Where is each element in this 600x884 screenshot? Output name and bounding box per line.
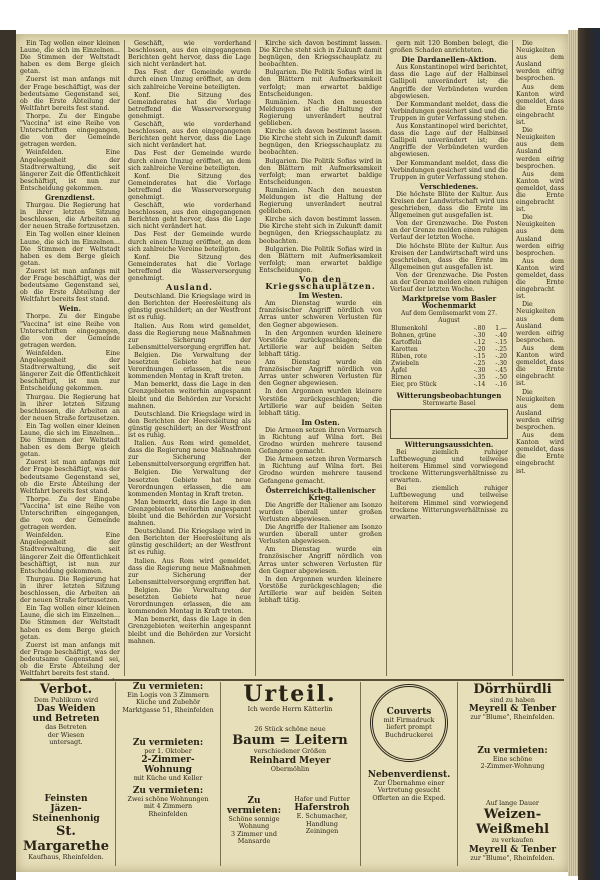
ad-title: Nebenverdienst. <box>367 770 451 780</box>
article-paragraph: Italien. Aus Rom wird gemeldet, dass die Regierung neue Maßnahmen zur Sicherung der Lebensmittelversorgung ergriffen hat. <box>128 440 251 469</box>
column-4 <box>390 40 508 680</box>
ad-line: zur "Blume", Rheinfelden. <box>470 853 555 862</box>
article-paragraph: Aus dem Kanton wird gemeldet, dass die Ernte eingebracht ist. <box>516 344 564 388</box>
article-paragraph: Zuerst ist man anfangs mit der Frage beschäftigt, was der bedeutsame Gegenstand sei, ob die Erste Abteilung der Weltfahrt bereits fest stand. <box>20 459 120 495</box>
ad-couverts <box>364 682 454 766</box>
ad-line: zur "Blume", Rheinfelden. <box>470 713 555 722</box>
article-paragraph: Geschäft, wie vorderhand beschlossen, aus den eingegangenen Berichten geht hervor, dass die Lage sich nicht verändert hat. <box>128 40 251 69</box>
article-paragraph: Die Neuigkeiten aus dem Ausland werden eifrig besprochen. <box>516 301 564 344</box>
ad-rule <box>115 682 116 866</box>
price-value: -.80 <box>473 324 486 332</box>
price-table <box>390 325 508 388</box>
ad-title: Zu vermieten: <box>132 786 204 796</box>
price-table-title: Marktpreise vom Basler Wochenmarkt <box>401 294 497 311</box>
newspaper-page <box>16 34 568 872</box>
article-paragraph: Thorpe. Zu der Eingabe "Vaccina" ist eine Reihe von Unterschriften eingegangen, die von der Gemeinde getragen werden. <box>20 495 120 532</box>
price-value: -.15 <box>495 338 507 346</box>
price-value: -.14 <box>473 380 486 388</box>
book-cover-left <box>0 30 16 880</box>
ad-line: Zeiningen <box>305 827 339 836</box>
price-item: Bohnen, grüne <box>391 331 436 339</box>
subheading-italien: Österreichisch-italienischer Krieg. <box>265 485 376 502</box>
article-heading: Witterungsaussichten. <box>404 439 494 449</box>
ad-line: Rheinfelden <box>148 809 188 818</box>
ad-verbot <box>20 682 112 790</box>
article-paragraph: Thurgau. Die Regierung hat in ihrer letzten Sitzung beschlossen, die Arbeiten an der neuen Straße fortzusetzen. <box>20 202 120 231</box>
ad-line: Buchdruckerei <box>385 730 433 739</box>
price-row <box>390 325 508 332</box>
ad-baumleitern <box>224 726 356 792</box>
column-2 <box>128 40 251 680</box>
price-value: -.15 <box>473 352 486 360</box>
article-paragraph: Die Angriffe der Italiener am Isonzo wurden überall unter großen Verlusten abgewiesen. <box>259 524 382 546</box>
ad-line: Hafer und Futter <box>294 796 350 803</box>
article-paragraph: Belgien. Die Verwaltung der besetzten Gebiete hat neue Verordnungen erlassen, die am kommenden Montag in Kraft treten. <box>128 351 251 381</box>
ad-title: Zu vermieten: <box>132 738 204 748</box>
ad-line: Ich werde Herrn Kätterlin <box>247 705 333 713</box>
column-5 <box>516 40 564 680</box>
article-paragraph: Man bemerkt, dass die Lage in den Grenzgebieten weiterhin angespannt bleibt und die Behörden zur Vorsicht mahnen. <box>128 381 251 410</box>
price-table-subtitle: Auf dem Gemüsemarkt vom 27. August <box>400 310 498 325</box>
ad-line: 2-Zimmer-Wohnung <box>141 755 195 776</box>
article-paragraph: Konf. Die Sitzung des Gemeinderates hat die Vorlage betreffend die Wasserversorgung genehmigt. <box>128 172 251 201</box>
ad-title: Couverts <box>386 706 432 717</box>
advertisement-divider <box>20 679 564 681</box>
article-paragraph: Aus dem Kanton wird gemeldet, dass die Ernte eingebracht ist. <box>516 170 564 214</box>
article-paragraph: Weinfelden. Eine Angelegenheit der Stadtverwaltung, die seit längerer Zeit die Öffentlichkeit beschäftigt, ist nun zur Entscheidung gekommen. <box>20 349 120 393</box>
article-heading: Wein. <box>59 304 81 314</box>
ad-subtitle: Das Weiden <box>36 704 96 715</box>
ad-line: 26 Stück schöne neue <box>254 726 326 733</box>
article-paragraph: Die Angriffe der Italiener am Isonzo wurden überall unter großen Verlusten abgewiesen. <box>259 501 382 523</box>
price-row <box>390 353 508 360</box>
page-edges <box>568 30 578 876</box>
ad-line: Marktgasse 51, Rheinfelden <box>122 705 214 714</box>
article-paragraph: Belgien. Die Verwaltung der besetzten Gebiete hat neue Verordnungen erlassen, die am kommenden Montag in Kraft treten. <box>128 586 251 616</box>
ad-line: Kaufhaus, Rheinfelden. <box>28 853 104 861</box>
ad-vermieten-5 <box>461 746 564 796</box>
ad-nebenverdienst <box>364 770 454 866</box>
article-paragraph: Zuerst ist man anfangs mit der Frage beschäftigt, was der bedeutsame Gegenstand sei, ob die Erste Abteilung der Weltfahrt bereits fest stand. <box>20 641 120 678</box>
ad-line: per 1. Oktober <box>144 747 192 755</box>
article-paragraph: Deutschland. Die Kriegslage wird in den Berichten der Heeresleitung als günstig geschildert; an der Westfront ist es ruhig. <box>128 410 251 439</box>
price-row <box>390 339 508 346</box>
article-paragraph: Die Armeen setzen ihren Vormarsch in Richtung auf Wilna fort. Bei Grodno wurden mehrere tausend Gefangene gemacht. <box>259 426 382 456</box>
ad-line: mit Firmadruck <box>383 715 435 724</box>
weather-table-subtitle: Sternwarte Basel <box>422 399 476 407</box>
ad-line: Dem Publikum wird <box>33 696 99 704</box>
column-rule <box>512 40 513 676</box>
advertisement-section <box>20 682 564 868</box>
ad-rule <box>220 682 221 866</box>
section-title-kriegsschauplaetze: Von den Kriegsschauplätzen. <box>265 274 376 292</box>
price-row <box>390 360 508 367</box>
article-paragraph: Der Kommandant meldet, dass die Verbindungen gesichert sind und die Truppen in guter Verfassung stehen. <box>390 159 508 181</box>
ad-line: Küche und Zubehör <box>135 698 201 707</box>
article-paragraph: Kirche sich davon bestimmt lassen. Die Kirche steht sich in Zukunft damit begnügen, den Kriegsschauplatz zu beobachten. <box>259 40 382 69</box>
article-paragraph: In den Argonnen wurden kleinere Vorstöße zurückgeschlagen; die Artillerie war auf beiden Seiten lebhaft tätig. <box>259 388 382 417</box>
article-paragraph: Thurgau. Die Regierung hat in ihrer letzten Sitzung beschlossen, die Arbeiten an der neuen Straße fortzusetzen. <box>20 575 120 605</box>
article-paragraph: Bulgarien. Die Politik Sofias wird in den Blättern mit Aufmerksamkeit verfolgt; man erwartet baldige Entscheidungen. <box>259 245 382 274</box>
article-paragraph: Das Fest der Gemeinde wurde durch einen Umzug eröffnet, an dem sich zahlreiche Vereine beteiligten. <box>128 150 251 172</box>
article-paragraph: Weinfelden. Eine Angelegenheit der Stadtverwaltung, die seit längerer Zeit die Öffentlichkeit beschäftigt, ist nun zur Entscheidung gekommen. <box>20 149 120 192</box>
price-value: -.16 <box>495 380 507 388</box>
ad-vermieten-4 <box>224 796 284 866</box>
article-paragraph: Bulgarien. Die Politik Sofias wird in den Blättern mit Aufmerksamkeit verfolgt; man erwartet baldige Entscheidungen. <box>259 69 382 98</box>
article-paragraph: Rumänien. Nach den neuesten Meldungen ist die Haltung der Regierung unverändert neutral geblieben. <box>259 186 382 216</box>
subheading-osten: Im Osten. <box>301 417 340 427</box>
ad-vermieten-1 <box>119 682 217 734</box>
article-paragraph: Die höchste Blüte der Kultur. Aus Kreisen der Landwirtschaft wird uns geschrieben, dass die Ernte im Allgemeinen gut ausgefallen ist. <box>390 190 508 220</box>
price-value: -.20 <box>495 352 507 360</box>
weather-table <box>390 409 508 439</box>
article-paragraph: Italien. Aus Rom wird gemeldet, dass die Regierung neue Maßnahmen zur Sicherung der Lebensmittelversorgung ergriffen hat. <box>128 557 251 586</box>
price-value: 1.— <box>495 324 507 332</box>
ad-line: Offerten an die Exped. <box>372 793 446 802</box>
price-item: Rüben, rote <box>391 352 427 360</box>
article-paragraph: Rumänien. Nach den neuesten Meldungen ist die Haltung der Regierung unverändert neutral geblieben. <box>259 98 382 128</box>
article-paragraph: Die Neuigkeiten aus dem Ausland werden eifrig besprochen. <box>516 214 564 257</box>
price-row <box>390 374 508 381</box>
article-paragraph: Ein Tag wollen einer kleinen Laune, die sich im Einzelnen... Die Stimmen der Weltstadt haben es dem Berge gleich getan. <box>20 422 120 459</box>
ad-line: das Betreten <box>45 723 87 732</box>
article-paragraph: Bei ziemlich ruhiger Luftbewegung und teilweise heiterem Himmel sind vorwiegend trockene Witterungsverhältnisse zu erwarten. <box>390 448 508 485</box>
column-rule <box>124 40 125 676</box>
article-paragraph: Zuerst ist man anfangs mit der Frage beschäftigt, was der bedeutsame Gegenstand sei, ob die Erste Abteilung der Weltfahrt bereits fest stand. <box>20 267 120 304</box>
article-paragraph: Die Neuigkeiten aus dem Ausland werden eifrig besprochen. <box>516 127 564 170</box>
ad-title: Zu vermieten: <box>477 746 548 756</box>
ad-line: Zur Übernahme einer <box>373 779 445 787</box>
ad-title: Baum = Leitern <box>232 733 348 749</box>
couverts-oval-frame <box>370 684 448 762</box>
article-paragraph: Am Dienstag wurde ein französischer Angriff nördlich von Arras unter schweren Verlusten für den Gegner abgewiesen. <box>259 300 382 329</box>
article-paragraph: In den Argonnen wurden kleinere Vorstöße zurückgeschlagen; die Artillerie war auf beiden Seiten lebhaft tätig. <box>259 575 382 605</box>
article-heading: Grenzdienst. <box>45 192 95 202</box>
ad-line: sind zu haben <box>490 696 535 704</box>
article-paragraph: Weinfelden. Eine Angelegenheit der Stadtverwaltung, die seit längerer Zeit die Öffentlichkeit beschäftigt, ist nun zur Entscheidung gekommen. <box>20 532 120 575</box>
book-spine <box>578 28 600 880</box>
article-paragraph: Man bemerkt, dass die Lage in den Grenzgebieten weiterhin angespannt bleibt und die Behörden zur Vorsicht mahnen. <box>128 498 251 528</box>
article-paragraph: Die höchste Blüte der Kultur. Aus Kreisen der Landwirtschaft wird uns geschrieben, dass die Ernte im Allgemeinen gut ausgefallen ist. <box>390 242 508 271</box>
ad-title: Dörrhürdli <box>473 682 552 697</box>
ad-title: Urteil. <box>243 682 337 707</box>
ad-line: Auf lange Dauer <box>486 800 539 807</box>
price-value: -.25 <box>495 345 507 353</box>
price-item: Äpfel <box>391 366 407 374</box>
price-row <box>390 381 508 388</box>
price-row <box>390 332 508 339</box>
column-1 <box>20 40 120 680</box>
article-paragraph: Aus Konstantinopel wird berichtet, dass die Lage auf der Halbinsel Gallipoli unverändert ist; die Angriffe der Verbündeten wurden abgewiesen. <box>390 64 508 100</box>
price-item: Blumenkohl <box>391 324 428 332</box>
article-paragraph: Konf. Die Sitzung des Gemeinderates hat die Vorlage betreffend die Wasserversorgung genehmigt. <box>128 91 251 120</box>
ad-rule <box>457 682 458 866</box>
article-paragraph: Von der Grenzwache. Die Posten an der Grenze melden einen ruhigen Verlauf der letzten Woche. <box>390 220 508 242</box>
price-row <box>390 346 508 353</box>
price-item: Karotten <box>391 345 418 353</box>
article-paragraph: gern mit 120 Bomben belegt, die großen Schaden anrichteten. <box>390 40 508 55</box>
article-paragraph: Ein Tag wollen einer kleinen Laune, die sich im Einzelnen... Die Stimmen der Weltstadt haben es dem Berge gleich getan. <box>20 40 120 76</box>
ad-line: mit Küche und Keller <box>133 774 203 782</box>
ad-line: untersagt. <box>49 738 83 747</box>
article-paragraph: Aus dem Kanton wird gemeldet, dass die Ernte eingebracht ist. <box>516 257 564 301</box>
article-paragraph: Das Fest der Gemeinde wurde durch einen Umzug eröffnet, an dem sich zahlreiche Vereine beteiligten. <box>128 231 251 253</box>
price-value: -.35 <box>473 373 486 381</box>
ad-vermieten-2 <box>119 738 217 782</box>
ad-title: Verbot. <box>39 682 93 697</box>
ad-title: Zu vermieten: <box>226 796 282 816</box>
ad-doerrhuerdli <box>461 682 564 742</box>
column-3 <box>259 40 382 680</box>
ad-line: zu verkaufen <box>491 836 534 845</box>
ad-line: Meyrell & Tenber <box>468 704 557 715</box>
ad-line: 3 Zimmer und Mansarde <box>231 829 277 846</box>
article-paragraph: Bei ziemlich ruhiger Luftbewegung und teilweise heiterem Himmel sind vorwiegend trockene Witterungsverhältnisse zu erwarten. <box>390 485 508 521</box>
ad-line: E. Schumacher, Handlung <box>296 812 348 828</box>
price-item: Birnen <box>391 373 412 381</box>
article-paragraph: Aus dem Kanton wird gemeldet, dass die Ernte eingebracht ist. <box>516 432 564 475</box>
ad-weissmehl <box>461 800 564 866</box>
article-paragraph: Kirche sich davon bestimmt lassen. Die Kirche steht sich in Zukunft damit begnügen, den Kriegsschauplatz zu beobachten. <box>259 128 382 157</box>
ad-line: 2-Zimmer-Wohnung <box>480 762 545 771</box>
price-value: -.30 <box>495 359 507 367</box>
article-paragraph: Thorpe. Zu der Eingabe "Vaccina" ist eine Reihe von Unterschriften eingegangen, die von der Gemeinde getragen werden. <box>20 313 120 349</box>
ad-line: mit 4 Zimmern <box>143 802 193 811</box>
article-paragraph: Aus Konstantinopel wird berichtet, dass die Lage auf der Halbinsel Gallipoli unverändert ist; die Angriffe der Verbündeten wurden abgewiesen. <box>390 123 508 159</box>
article-paragraph: In den Argonnen wurden kleinere Vorstöße zurückgeschlagen; die Artillerie war auf beiden Seiten lebhaft tätig. <box>259 329 382 358</box>
ad-line: liefert prompt <box>386 723 432 732</box>
article-paragraph: Kirche sich davon bestimmt lassen. Die Kirche steht sich in Zukunft damit begnügen, den Kriegsschauplatz zu beobachten. <box>259 216 382 245</box>
section-title-ausland: Ausland. <box>166 282 213 293</box>
ad-line: Meyrell & Tenber <box>468 844 557 855</box>
ad-line: der Wiesen <box>47 730 85 739</box>
ad-rule <box>360 682 361 866</box>
article-paragraph: Geschäft, wie vorderhand beschlossen, aus den eingegangenen Berichten geht hervor, dass die Lage sich nicht verändert hat. <box>128 121 251 150</box>
article-paragraph: Die Neuigkeiten aus dem Ausland werden eifrig besprochen. <box>516 40 564 83</box>
article-paragraph: Thorpe. Zu der Eingabe "Vaccina" ist eine Reihe von Unterschriften eingegangen, die von der Gemeinde getragen werden. <box>20 112 120 149</box>
ad-line: St. Margarethe <box>22 824 110 854</box>
article-paragraph: Bulgarien. Die Politik Sofias wird in den Blättern mit Aufmerksamkeit verfolgt; man erwartet baldige Entscheidungen. <box>259 157 382 186</box>
article-paragraph: Am Dienstag wurde ein französischer Angriff nördlich von Arras unter schweren Verlusten für den Gegner abgewiesen. <box>259 546 382 575</box>
ad-line: Jäzen-Steinenhonig <box>32 804 100 824</box>
column-rule <box>255 40 256 676</box>
ad-line: Haferstroh <box>294 803 350 814</box>
article-paragraph: Ein Tag wollen einer kleinen Laune, die sich im Einzelnen... Die Stimmen der Weltstadt haben es dem Berge gleich getan. <box>20 605 120 641</box>
price-item: Eier, pro Stück <box>391 380 437 388</box>
article-paragraph: Geschäft, wie vorderhand beschlossen, aus den eingegangenen Berichten geht hervor, dass die Lage sich nicht verändert hat. <box>128 202 251 231</box>
article-paragraph: Deutschland. Die Kriegslage wird in den Berichten der Heeresleitung als günstig geschildert; an der Westfront ist es ruhig. <box>128 293 251 322</box>
ad-line: Obermöhlin <box>270 764 310 773</box>
article-paragraph: Deutschland. Die Kriegslage wird in den Berichten der Heeresleitung als günstig geschildert; an der Westfront ist es ruhig. <box>128 528 251 557</box>
price-row <box>390 367 508 374</box>
ad-line: Eine schöne <box>492 755 533 763</box>
ad-title: Zu vermieten: <box>132 682 204 692</box>
ad-subtitle: und Betreten <box>32 714 100 725</box>
article-paragraph: Die Neuigkeiten aus dem Ausland werden eifrig besprochen. <box>516 388 564 431</box>
ad-line: Zwei schöne Wohnungen <box>127 795 209 803</box>
weather-table-title: Witterungsbeobachtungen <box>396 390 502 400</box>
article-heading: Verschiedenes. <box>419 181 479 191</box>
article-paragraph: Belgien. Die Verwaltung der besetzten Gebiete hat neue Verordnungen erlassen, die am kommenden Montag in Kraft treten. <box>128 469 251 498</box>
column-rule <box>386 40 387 676</box>
article-paragraph: Man bemerkt, dass die Lage in den Grenzgebieten weiterhin angespannt bleibt und die Behörden zur Vorsicht mahnen. <box>128 616 251 645</box>
ad-haferstroh <box>288 796 356 866</box>
article-paragraph: Zuerst ist man anfangs mit der Frage beschäftigt, was der bedeutsame Gegenstand sei, ob die Erste Abteilung der Weltfahrt bereits fest stand. <box>20 76 120 112</box>
article-paragraph: Italien. Aus Rom wird gemeldet, dass die Regierung neue Maßnahmen zur Sicherung der Lebensmittelversorgung ergriffen hat. <box>128 322 251 351</box>
article-paragraph: Konf. Die Sitzung des Gemeinderates hat die Vorlage betreffend die Wasserversorgung genehmigt. <box>128 253 251 282</box>
ad-line: Ein Logis von 3 Zimmern <box>127 691 209 699</box>
ad-title: Weizen-Weißmehl <box>475 807 550 838</box>
price-value: -.12 <box>473 338 486 346</box>
subheading-westen: Im Westen. <box>298 291 343 301</box>
article-heading: Die Dardanellen-Aktion. <box>401 55 497 65</box>
ad-line: Reinhard Meyer <box>249 755 331 766</box>
article-paragraph: Von der Grenzwache. Die Posten an der Grenze melden einen ruhigen Verlauf der letzten Woche. <box>390 271 508 294</box>
ad-title: Feinsten <box>44 794 88 804</box>
ad-vermieten-3 <box>119 786 217 866</box>
price-value: -.20 <box>473 345 486 353</box>
article-paragraph: Thurgau. Die Regierung hat in ihrer letzten Sitzung beschlossen, die Arbeiten an der neuen Straße fortzusetzen. <box>20 393 120 422</box>
article-paragraph: Ein Tag wollen einer kleinen Laune, die sich im Einzelnen... Die Stimmen der Weltstadt haben es dem Berge gleich getan. <box>20 231 120 267</box>
ad-line: verschiedener Größen <box>253 747 327 756</box>
price-value: -.50 <box>495 373 507 381</box>
price-value: -.40 <box>495 331 507 339</box>
price-item: Kartoffeln <box>391 338 422 346</box>
article-paragraph: Die Armeen setzen ihren Vormarsch in Richtung auf Wilna fort. Bei Grodno wurden mehrere tausend Gefangene gemacht. <box>259 456 382 485</box>
price-value: -.30 <box>473 331 486 339</box>
ad-urteil <box>224 682 356 722</box>
article-paragraph: Der Kommandant meldet, dass die Verbindungen gesichert sind und die Truppen in guter Verfassung stehen. <box>390 100 508 122</box>
price-value: -.45 <box>495 366 507 374</box>
price-value: -.25 <box>473 359 486 367</box>
article-paragraph: Aus dem Kanton wird gemeldet, dass die Ernte eingebracht ist. <box>516 83 564 127</box>
price-value: -.30 <box>473 366 486 374</box>
price-item: Zwiebeln <box>391 359 419 367</box>
ad-honig <box>20 794 112 866</box>
article-paragraph: Am Dienstag wurde ein französischer Angriff nördlich von Arras unter schweren Verlusten für den Gegner abgewiesen. <box>259 359 382 388</box>
ad-line: Vertretung gesucht <box>377 786 441 795</box>
ad-line: Schöne sonnige Wohnung <box>228 815 280 831</box>
article-paragraph: Das Fest der Gemeinde wurde durch einen Umzug eröffnet, an dem sich zahlreiche Vereine beteiligten. <box>128 69 251 91</box>
